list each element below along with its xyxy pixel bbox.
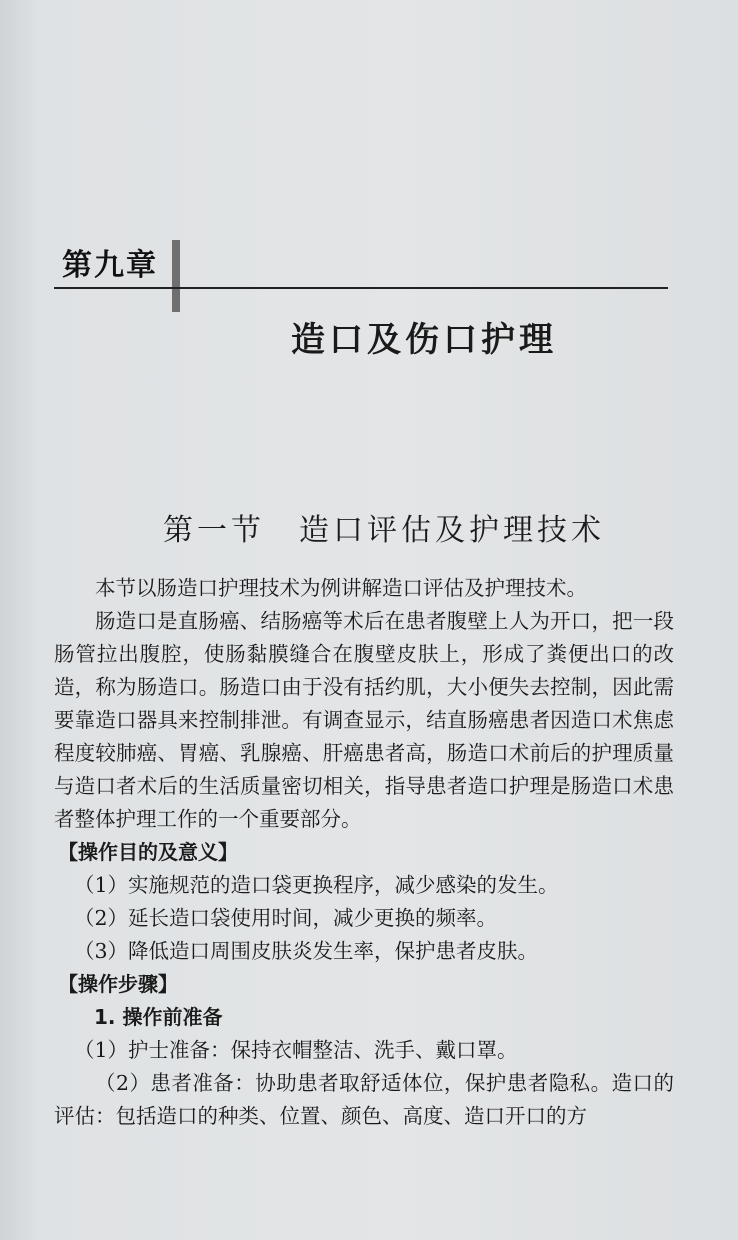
chapter-label: 第九章 [62,248,158,283]
purpose-item: （3）降低造口周围皮肤炎发生率，保护患者皮肤。 [74,939,539,963]
main-paragraph: 肠造口是直肠癌、结肠癌等术后在患者腹壁上人为开口，把一段肠管拉出腹腔，使肠黏膜缝合在腹壁皮肤上，形成了粪便出口的改造，称为肠造口。肠造口由于没有括约肌，大小便失去控制，因此需要靠造口器具来控制排泄。有调查显示，结直肠癌患者因造口术焦虑程度较肺癌、胃癌、乳腺癌、肝癌患者高，肠造口术前后的护理质量与造口者术后的生活质量密切相关，指导患者造口护理是肠造口术患者整体护理工作的一个重要部分。 [54,609,674,831]
purpose-heading: 【操作目的及意义】 [58,840,238,864]
section-heading [0,505,738,549]
chapter-rule-divider [54,287,668,289]
section-number: 第一节 [163,513,265,548]
purpose-item: （1）实施规范的造口袋更换程序，减少感染的发生。 [74,873,559,897]
intro-paragraph: 本节以肠造口护理技术为例讲解造口评估及护理技术。 [95,576,587,600]
chapter-bar-decoration [172,240,180,312]
step1-item: （2）患者准备：协助患者取舒适体位，保护患者隐私。造口的评估：包括造口的种类、位置、颜色、高度、造口开口的方 [54,1071,674,1128]
step1-item: （1）护士准备：保持衣帽整洁、洗手、戴口罩。 [74,1038,518,1062]
purpose-item: （2）延长造口袋使用时间，减少更换的频率。 [74,906,498,930]
section-title: 造口评估及护理技术 [299,513,605,548]
step1-title: 1. 操作前准备 [94,1005,223,1029]
body-text [54,572,674,1133]
steps-heading: 【操作步骤】 [58,972,178,996]
chapter-title: 造口及伤口护理 [291,320,557,360]
